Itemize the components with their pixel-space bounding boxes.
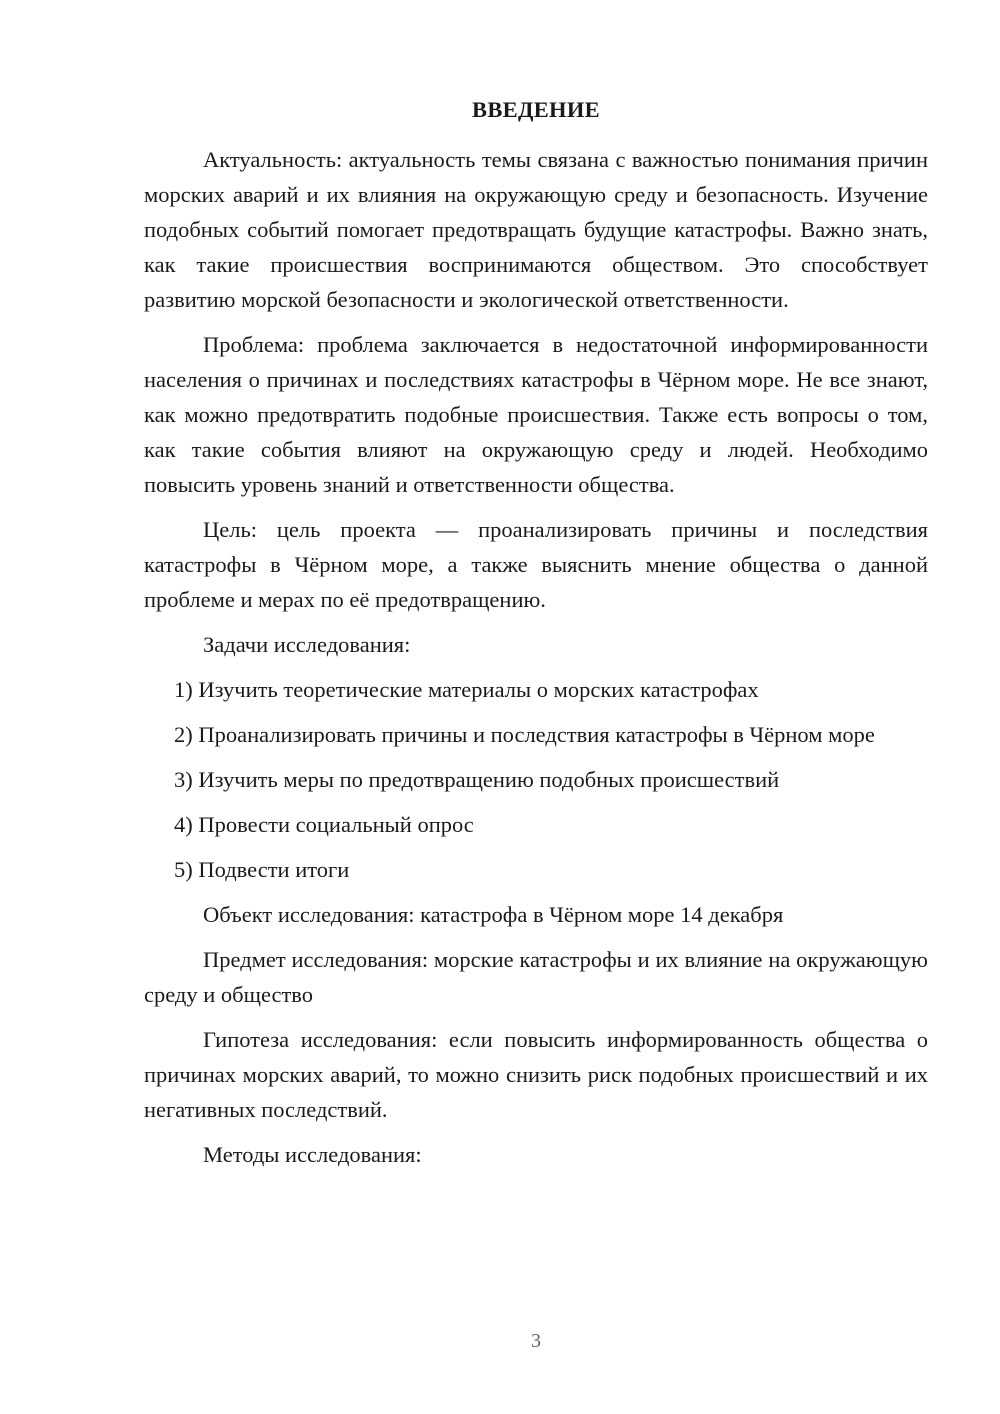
- paragraph-methods-heading: Методы исследования:: [203, 1142, 422, 1167]
- paragraph-relevance: Актуальность: актуальность темы связана с важностью понимания причин морских аварий и их влияния на окружающую среду и безопасность. Изучение подобных событий помогает предотвращать будущие катастрофы. Важно знать, как такие происшествия воспринимаются обществом. Это способствует развитию морской безопасности и экологической ответственности.: [144, 147, 928, 312]
- paragraph-problem: Проблема: проблема заключается в недостаточной информированности населения о причинах и последствиях катастрофы в Чёрном море. Не все знают, как можно предотвратить подобные происшествия. Также есть вопросы о том, как такие события влияют на окружающую среду и людей. Необходимо повысить уровень знаний и ответственности общества.: [144, 332, 928, 497]
- task-item-3: 3) Изучить меры по предотвращению подобных происшествий: [174, 767, 780, 792]
- task-item-4: 4) Провести социальный опрос: [174, 812, 474, 837]
- task-item-5: 5) Подвести итоги: [174, 857, 350, 882]
- task-item-1: 1) Изучить теоретические материалы о морских катастрофах: [174, 677, 759, 702]
- section-title: ВВЕДЕНИЕ: [472, 97, 600, 122]
- paragraph-object: Объект исследования: катастрофа в Чёрном море 14 декабря: [203, 902, 784, 927]
- paragraph-goal: Цель: цель проекта — проанализировать причины и последствия катастрофы в Чёрном море, а также выяснить мнение общества о данной проблеме и мерах по её предотвращению.: [144, 517, 928, 612]
- document-page: [144, 96, 928, 1182]
- task-item-2: 2) Проанализировать причины и последствия катастрофы в Чёрном море: [174, 722, 875, 747]
- paragraph-hypothesis: Гипотеза исследования: если повысить информированность общества о причинах морских аварий, то можно снизить риск подобных происшествий и их негативных последствий.: [144, 1027, 928, 1122]
- page-number: 3: [531, 1330, 541, 1352]
- paragraph-tasks-heading: Задачи исследования:: [203, 632, 411, 657]
- paragraph-subject: Предмет исследования: морские катастрофы и их влияние на окружающую среду и общество: [144, 947, 928, 1007]
